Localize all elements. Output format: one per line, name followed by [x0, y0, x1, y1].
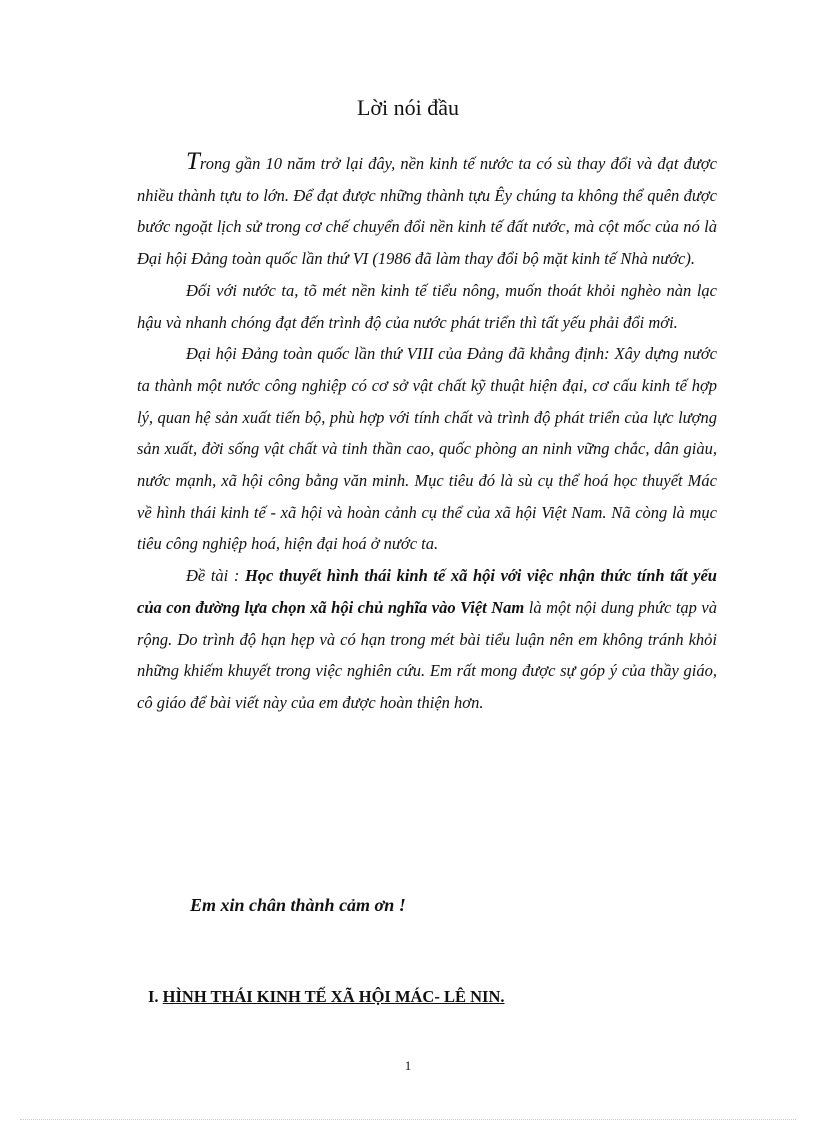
drop-cap: T: [186, 148, 200, 175]
body-text: [137, 148, 717, 719]
page-title: Lời nói đầu: [356, 95, 460, 120]
paragraph-intro-text: rong gần 10 năm trở lại đây, nền kinh tế nước ta có sù thay đổi và đạt được nhiều thành tựu to lớn. Để đạt được những thành tựu Êy chúng ta không thể quên được bước ngoặt lịch sử trong cơ chế chuyển đổi nền kinh tế đất nước, mà cột mốc của nó là Đại hội Đảng toàn quốc lần thứ VI (1986 đã làm thay đổi bộ mặt kinh tế Nhà nước).: [137, 154, 717, 269]
paragraph-congress: Đại hội Đảng toàn quốc lần thứ VIII của Đảng đã khẳng định: Xây dựng nước ta thành một nước công nghiệp có cơ sở vật chất kỹ thuật hiện đại, cơ cấu kinh tế hợp lý, quan hệ sản xuất tiến bộ, phù hợp với tính chất và trình độ phát triển của lực lượng sản xuất, đời sống vật chất và tinh thần cao, quốc phòng an ninh vững chắc, dân giàu, nước mạnh, xã hội công bằng văn minh. Mục tiêu đó là sù cụ thể hoá học thuyết Mác về hình thái kinh tế - xã hội và hoàn cảnh cụ thể của xã hội Việt Nam. Nã còng là mục tiêu công nghiệp hoá, hiện đại hoá ở nước ta.: [137, 344, 717, 554]
section-heading: [148, 987, 504, 1007]
topic-label: Đề tài :: [186, 566, 245, 586]
section-title: HÌNH THÁI KINH TẾ XÃ HỘI MÁC- LÊ NIN.: [162, 987, 505, 1006]
paragraph-renovation: Đối với nước ta, tõ mét nền kinh tế tiểu nông, muốn thoát khỏi nghèo nàn lạc hậu và nhanh chóng đạt đến trình độ của nước phát triển thì tất yếu phải đổi mới.: [137, 280, 717, 332]
topic-title: Học thuyết hình thái kinh tế xã hội với việc nhận thức tính tất yếu của con đường lựa chọn xã hội chủ nghĩa vào Việt Nam: [137, 566, 717, 617]
page-divider: [20, 1119, 796, 1120]
thanks-line: Em xin chân thành cảm ơn !: [190, 895, 406, 915]
paragraph-topic: [137, 560, 717, 719]
section-number: I.: [148, 987, 163, 1006]
paragraph-intro: [137, 148, 717, 275]
topic-text: là một nội dung phức tạp và rộng. Do trình độ hạn hẹp và có hạn trong mét bài tiểu luận nên em không tránh khỏi những khiếm khuyết trong việc nghiên cứu. Em rất mong được sự góp ý của thầy giáo, cô giáo để bài viết này của em được hoàn thiện hơn.: [137, 597, 717, 712]
page-number: 1: [404, 1058, 412, 1073]
